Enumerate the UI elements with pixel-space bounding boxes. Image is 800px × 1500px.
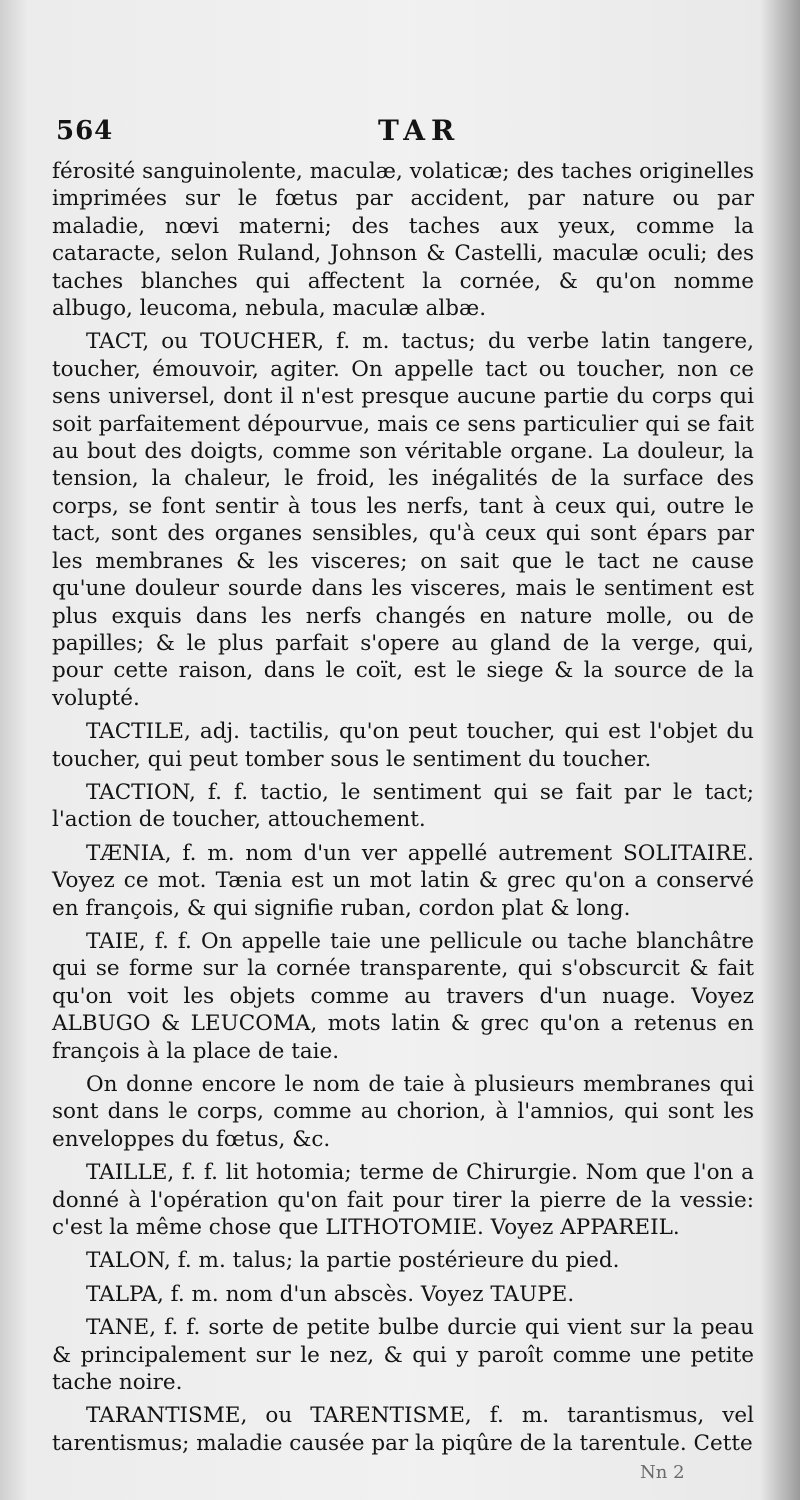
running-head: TAR bbox=[378, 114, 461, 147]
signature-mark: Nn 2 bbox=[640, 1462, 685, 1483]
entry-tarantisme: TARANTISME, ou TARENTISME, f. m. tarantismus, vel tarentismus; maladie causée par la piqûre de la tarentule. Cette bbox=[52, 1403, 754, 1456]
entry-tact: TACT, ou TOUCHER, f. m. tactus; du verbe latin tangere, toucher, émouvoir, agiter. On appelle tact ou toucher, non ce sens universel, dont il n'est presque aucune partie du corps qui soit parfaitement dépourvue, mais ce sens particulier qui se fait au bout des doigts, comme son véritable organe. La douleur, la tension, la chaleur, le froid, les inégalités de la surface des corps, se font sentir à tous les nerfs, tant à ceux qui, outre le tact, sont des organes sensibles, qu'à ceux qui sont épars par les membranes & les visceres; on sait que le tact ne cause qu'une douleur sourde dans les visceres, mais le sentiment est plus exquis dans les nerfs changés en nature molle, ou de papilles; & le plus parfait s'opere au gland de la verge, qui, pour cette raison, dans le coït, est le siege & la source de la volupté. bbox=[52, 329, 754, 711]
page-number: 564 bbox=[56, 116, 114, 146]
entry-taction: TACTION, f. f. tactio, le sentiment qui se fait par le tact; l'action de toucher, attouchement. bbox=[52, 779, 754, 833]
paragraph-continuation: férosité sanguinolente, maculæ, volaticæ; des taches originelles imprimées sur le fœtus par accident, par nature ou par maladie, nœvi materni; des taches aux yeux, comme la cataracte, selon Ruland, Johnson & Castelli, maculæ oculi; des taches blanches qui affectent la cornée, & qu'on nomme albugo, leucoma, nebula, maculæ albæ. bbox=[52, 159, 754, 322]
entry-tactile: TACTILE, adj. tactilis, qu'on peut toucher, qui est l'objet du toucher, qui peut tomber sous le sentiment du toucher. bbox=[52, 719, 754, 772]
page-header bbox=[48, 110, 758, 150]
entry-taille: TAILLE, f. f. lit hotomia; terme de Chirurgie. Nom que l'on a donné à l'opération qu'on fait pour tirer la pierre de la vessie: c'est la même chose que LITHOTOMIE. Voyez APPAREIL. bbox=[52, 1160, 754, 1241]
body-text bbox=[52, 158, 754, 1457]
entry-taie-continued: On donne encore le nom de taie à plusieurs membranes qui sont dans le corps, comme au chorion, à l'amnios, qui sont les enveloppes du fœtus, &c. bbox=[52, 1072, 754, 1152]
entry-talpa: TALPA, f. m. nom d'un abscès. Voyez TAUPE. bbox=[86, 1281, 575, 1307]
entry-talon: TALON, f. m. talus; la partie postérieure du pied. bbox=[86, 1248, 620, 1274]
entry-tane: TANE, f. f. sorte de petite bulbe durcie qui vient sur la peau & principalement sur le nez, & qui y paroît comme une petite tache noire. bbox=[52, 1315, 754, 1396]
entry-taie: TAIE, f. f. On appelle taie une pellicule ou tache blanchâtre qui se forme sur la cornée transparente, qui s'obscurcit & fait qu'on voit les objets comme au travers d'un nuage. Voyez ALBUGO & LEUCOMA, mots latin & grec qu'on a retenus en françois à la place de taie. bbox=[52, 928, 754, 1064]
entry-taenia: TÆNIA, f. m. nom d'un ver appellé autrement SOLITAIRE. Voyez ce mot. Tænia est un mot latin & grec qu'on a conservé en françois, & qui signifie ruban, cordon plat & long. bbox=[52, 840, 754, 921]
